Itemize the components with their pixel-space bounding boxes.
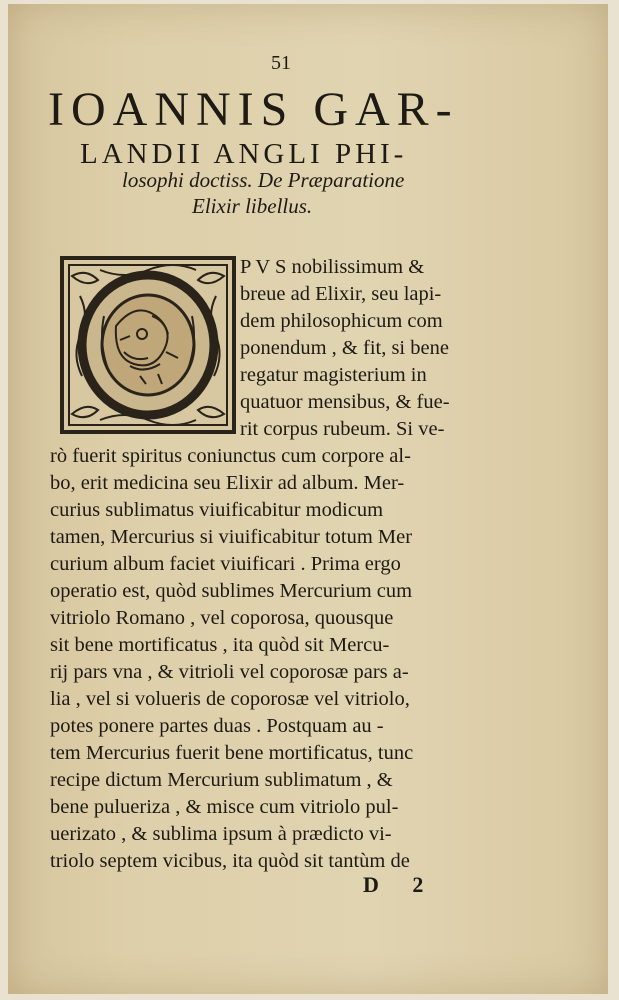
body-line: rij pars vna , & vitrioli vel coporosæ pars a- <box>50 661 409 683</box>
body-line: curium album faciet viuificari . Prima ergo <box>50 553 401 575</box>
body-line: triolo septem vicibus, ita quòd sit tantùm de <box>50 850 410 872</box>
body-line: uerizato , & sublima ipsum à prædicto vi- <box>50 823 392 845</box>
page-number: 51 <box>271 52 291 74</box>
body-line: operatio est, quòd sublimes Mercurium cum <box>50 580 413 602</box>
body-line: quatuor mensibus, & fue- <box>240 391 450 413</box>
body-line: bo, erit medicina seu Elixir ad album. Mer- <box>50 472 405 494</box>
book-page <box>8 4 608 994</box>
decorated-initial-o-icon <box>60 256 236 434</box>
body-line: tem Mercurius fuerit bene mortificatus, tunc <box>50 742 414 764</box>
body-line: recipe dictum Mercurium sublimatum , & <box>50 769 393 791</box>
body-line: rò fuerit spiritus coniunctus cum corpore al- <box>50 445 411 467</box>
woodcut-initial-icon <box>60 256 236 434</box>
title-line-2: LANDII ANGLI PHI- <box>80 138 408 170</box>
body-line: bene pulueriza , & misce cum vitriolo pul- <box>50 796 399 818</box>
body-line: dem philosophicum com <box>240 310 443 332</box>
body-line: vitriolo Romano , vel coporosa, quousque <box>50 607 394 629</box>
body-line: tamen, Mercurius si viuificabitur totum Mer <box>50 526 413 548</box>
title-line-1: IOANNIS GAR- <box>48 83 459 136</box>
title-line-4: Elixir libellus. <box>192 194 313 218</box>
body-line: ponendum , & fit, si bene <box>240 337 449 359</box>
body-line: potes ponere partes duas . Postquam au - <box>50 715 384 737</box>
body-line: regatur magisterium in <box>240 364 427 386</box>
body-line: breue ad Elixir, seu lapi- <box>240 283 442 305</box>
body-line: rit corpus rubeum. Si ve- <box>240 418 445 440</box>
body-line: curius sublimatus viuificabitur modicum <box>50 499 384 521</box>
body-line: lia , vel si volueris de coporosæ vel vitriolo, <box>50 688 410 710</box>
body-line: P V S nobilissimum & <box>240 256 425 278</box>
signature-mark: D 2 <box>363 872 438 897</box>
title-line-3: losophi doctiss. De Præparatione <box>122 168 405 192</box>
body-line: sit bene mortificatus , ita quòd sit Mercu- <box>50 634 390 656</box>
